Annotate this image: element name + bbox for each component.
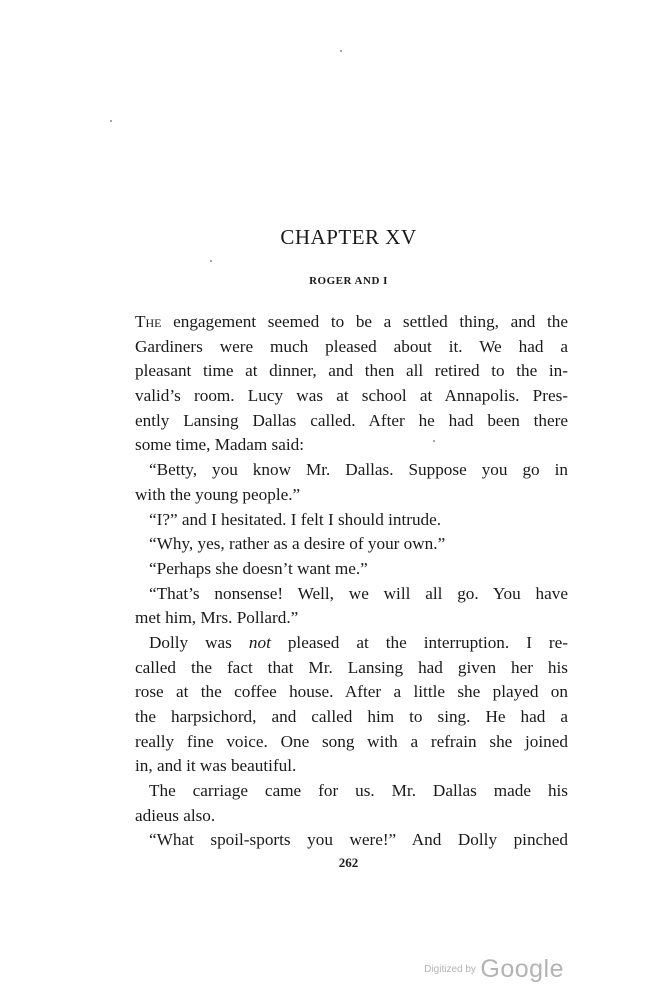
text-line: called the fact that Mr. Lansing had given her his [135,657,568,677]
chapter-title: CHAPTER XV [280,225,417,249]
text-line: pleasant time at dinner, and then all retired to the in- [135,361,568,381]
scan-speck [210,260,212,262]
text-line: “Betty, you know Mr. Dallas. Suppose you go in [149,460,568,480]
chapter-subtitle: ROGER AND I [309,275,388,287]
text-line: valid’s room. Lucy was at school at Annapolis. Pres- [135,386,568,406]
text-line: Gardiners were much pleased about it. We had a [135,336,568,356]
text-line: met him, Mrs. Pollard.” [135,608,299,628]
text-line: The carriage came for us. Mr. Dallas made his [149,781,568,801]
text-line [135,631,568,656]
scan-speck [340,50,342,52]
opening-word: The [135,312,162,331]
text-line: “What spoil-sports you were!” And Dolly pinched [149,830,568,850]
text-line: really fine voice. One song with a refrain she joined [135,731,568,751]
scan-speck [110,120,112,122]
text-line: “Perhaps she doesn’t want me.” [149,558,368,578]
text-line-rest: engagement seemed to be a settled thing, and the [161,312,568,331]
text-line: ently Lansing Dallas called. After he had been there [135,410,568,430]
text-line: in, and it was beautiful. [135,756,297,776]
text-segment: pleased at the interruption. I re- [270,632,568,652]
digitized-watermark [424,955,564,984]
text-line: “That’s nonsense! Well, we will all go. You have [149,583,568,603]
watermark-prefix: Digitized by [424,964,476,975]
body-text [135,310,568,853]
text-line: rose at the coffee house. After a little she played on [135,682,568,702]
text-line: with the young people.” [135,484,301,504]
text-segment: Dolly was [149,632,249,652]
text-line: “Why, yes, rather as a desire of your own.” [149,534,446,554]
text-line: the harpsichord, and called him to sing. He had a [135,707,568,726]
watermark-brand: Google [480,955,564,983]
page-number: 262 [338,855,359,870]
text-line: “I?” and I hesitated. I felt I should intrude. [149,509,442,529]
text-line [135,310,568,335]
text-line: some time, Madam said: [135,435,304,455]
text-line: adieus also. [135,805,216,825]
emphasis-text: not [248,632,271,652]
